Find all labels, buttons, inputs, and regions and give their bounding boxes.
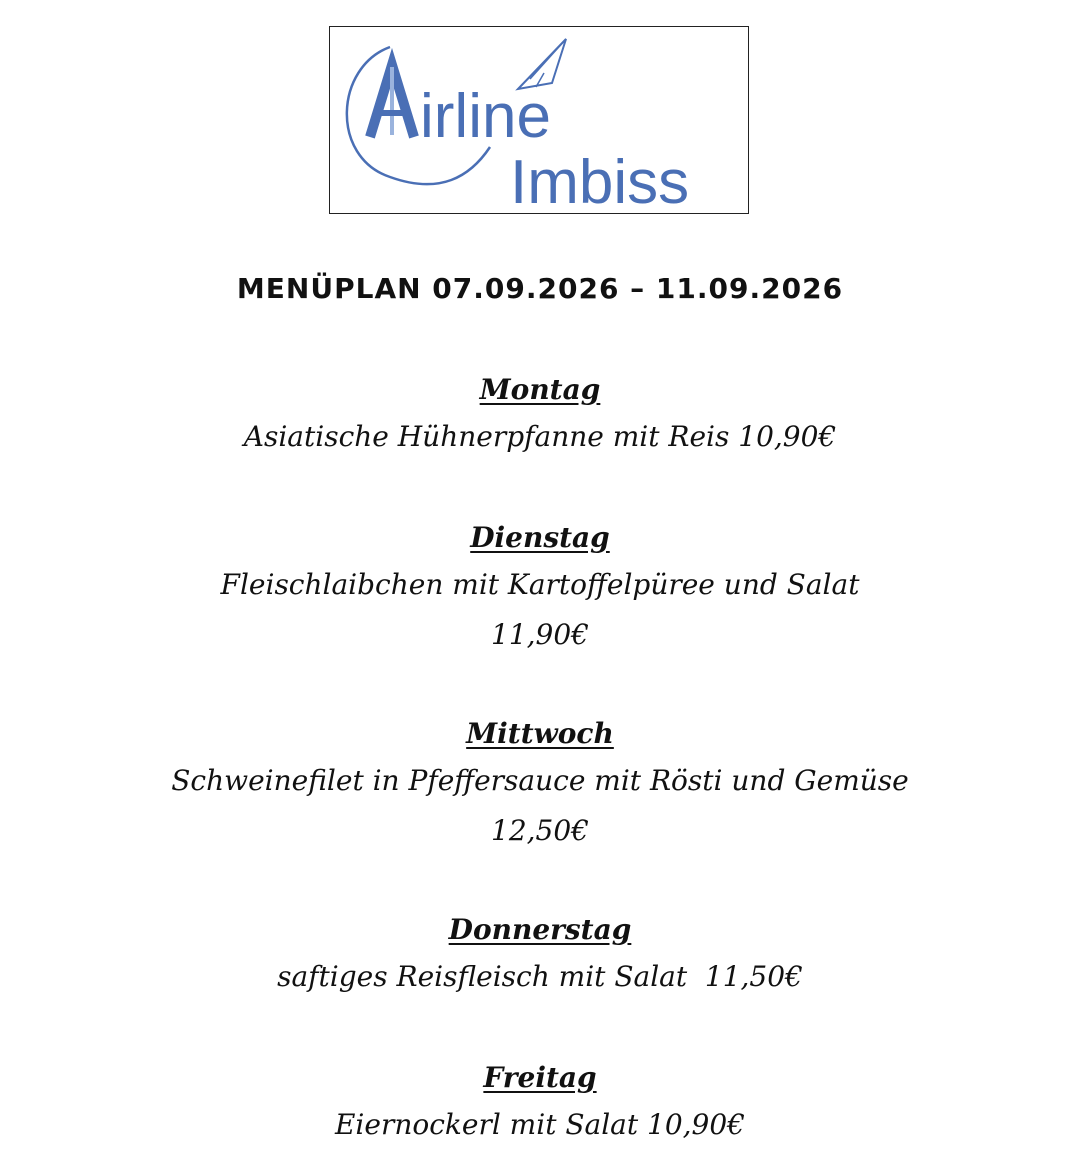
logo-line2: Imbiss xyxy=(510,148,690,212)
logo-graphic xyxy=(330,27,747,212)
day-name: Mittwoch xyxy=(466,717,614,750)
dish-line: saftiges Reisfleisch mit Salat 11,50€ xyxy=(277,960,803,993)
day-block-freitag xyxy=(0,1056,1080,1150)
dish-line: Fleischlaibchen mit Kartoffelpüree und Salat xyxy=(220,568,860,601)
dish-line: Asiatische Hühnerpfanne mit Reis 10,90€ xyxy=(243,420,837,453)
day-block-donnerstag xyxy=(0,908,1080,1002)
day-name: Donnerstag xyxy=(448,913,632,946)
menu-title: MENÜPLAN 07.09.2026 – 11.09.2026 xyxy=(236,272,844,305)
day-block-montag xyxy=(0,368,1080,462)
dish-line: Schweinefilet in Pfeffersauce mit Rösti und Gemüse xyxy=(171,764,909,797)
logo-a-glyph xyxy=(370,65,414,137)
dish-line: Eiernockerl mit Salat 10,90€ xyxy=(334,1108,745,1141)
day-name: Freitag xyxy=(483,1061,597,1094)
logo-line1: irline xyxy=(420,82,551,151)
day-name: Montag xyxy=(479,373,601,406)
logo xyxy=(329,26,749,214)
dish-price-line: 12,50€ xyxy=(491,814,589,847)
dish-price-line: 11,90€ xyxy=(491,618,589,651)
day-block-dienstag xyxy=(0,516,1080,660)
day-name: Dienstag xyxy=(470,521,610,554)
day-block-mittwoch xyxy=(0,712,1080,856)
